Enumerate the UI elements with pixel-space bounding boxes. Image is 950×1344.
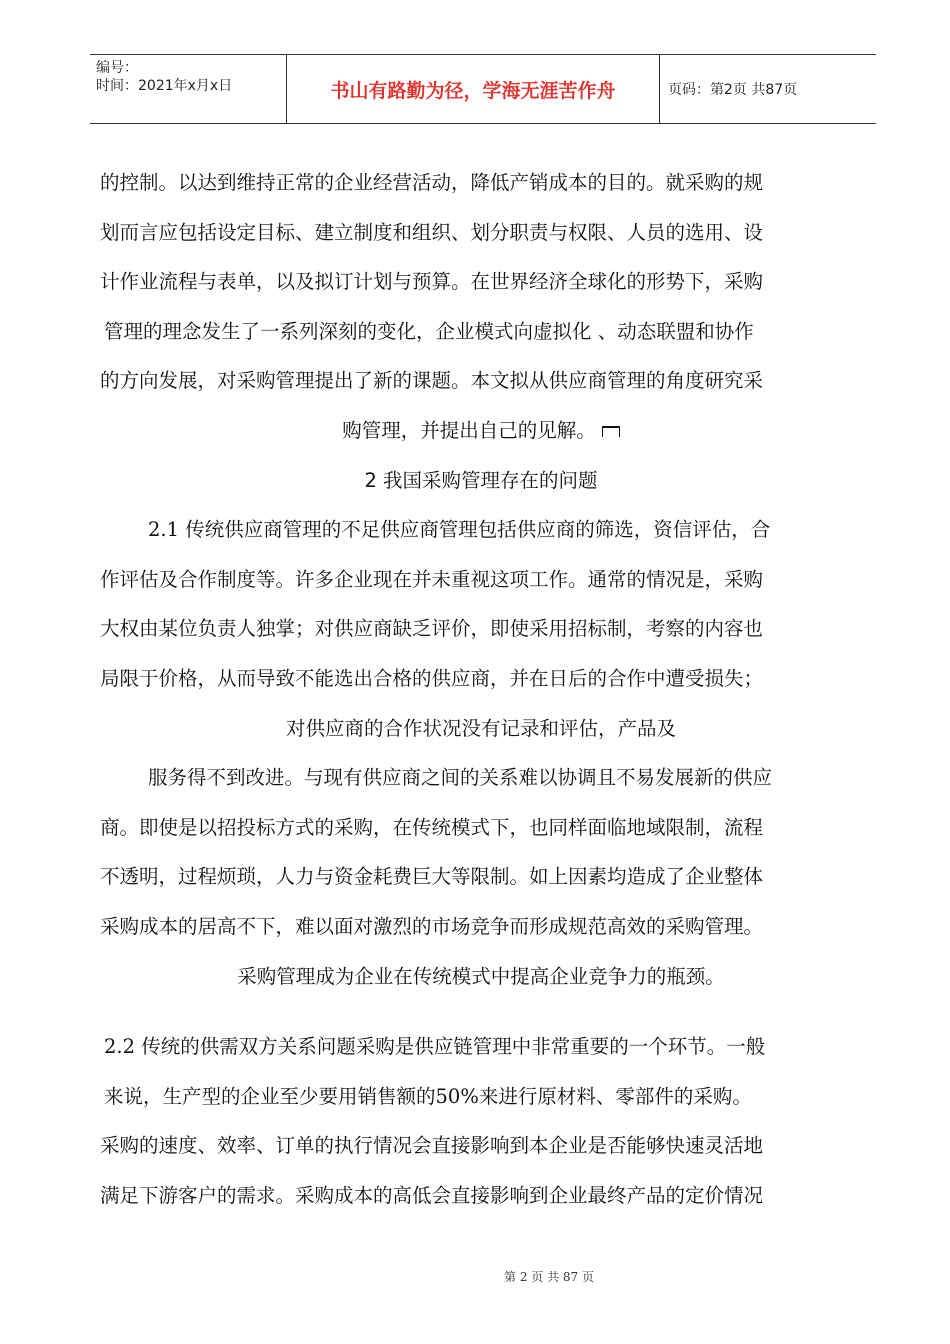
subsection-paragraph-start: 2.1 传统供应商管理的不足供应商管理包括供应商的筛选，资信评估，合	[148, 518, 771, 542]
time-label: 时间：2021年x月x日	[96, 78, 233, 94]
header-meta	[90, 55, 286, 123]
body-line: 服务得不到改进。与现有供应商之间的关系难以协调且不易发展新的供应	[148, 766, 773, 790]
edit-mark-icon	[602, 426, 620, 437]
document-body	[100, 158, 862, 1220]
body-line: 局限于价格，从而导致不能选出合格的供应商，并在日后的合作中遭受损失；	[100, 666, 764, 690]
body-line: 的控制。以达到维持正常的企业经营活动，降低产销成本的目的。就采购的规	[100, 171, 764, 194]
header-page-info: 页码：第2页 共87页	[668, 82, 798, 98]
header-motto: 书山有路勤为径，学海无涯苦作舟	[286, 55, 660, 123]
body-line: 采购管理成为企业在传统模式中提高企业竞争力的瓶颈。	[237, 964, 725, 988]
page-header	[90, 54, 876, 124]
body-line: 大权由某位负责人独掌；对供应商缺乏评价，即使采用招标制，考察的内容也	[100, 617, 764, 641]
paragraph-gap	[100, 1001, 862, 1022]
body-line: 购管理，并提出自己的见解。	[342, 418, 596, 442]
body-line: 的方向发展，对采购管理提出了新的课题。本文拟从供应商管理的角度研究采	[100, 369, 764, 393]
body-line: 商。即使是以招投标方式的采购，在传统模式下，也同样面临地域限制，流程	[100, 815, 764, 839]
body-line: 对供应商的合作状况没有记录和评估，产品及	[285, 716, 676, 740]
section-heading: 2 我国采购管理存在的问题	[364, 468, 598, 492]
body-line: 来说，生产型的企业至少要用销售额的50%来进行原材料、零部件的采购。	[104, 1084, 752, 1108]
body-line: 满足下游客户的需求。采购成本的高低会直接影响到企业最终产品的定价情况	[100, 1183, 764, 1207]
number-label: 编号：	[96, 60, 138, 76]
body-line: 划而言应包括设定目标、建立制度和组织、划分职责与权限、人员的选用、设	[100, 220, 764, 244]
body-line: 采购的速度、效率、订单的执行情况会直接影响到本企业是否能够快速灵活地	[100, 1134, 764, 1158]
body-line: 不透明，过程烦琐，人力与资金耗费巨大等限制。如上因素均造成了企业整体	[100, 865, 764, 889]
body-line: 计作业流程与表单，以及拟订计划与预算。在世界经济全球化的形势下，采购	[100, 270, 764, 294]
body-line: 管理的理念发生了一系列深刻的变化，企业模式向虚拟化 、动态联盟和协作	[104, 319, 754, 343]
body-line-wrapper	[100, 406, 862, 456]
body-line: 作评估及合作制度等。许多企业现在并未重视这项工作。通常的情况是，采购	[100, 567, 764, 591]
subsection-paragraph-start: 2.2 传统的供需双方关系问题采购是供应链管理中非常重要的一个环节。一般	[104, 1035, 766, 1059]
page-footer: 第 2 页 共 87 页	[504, 1270, 594, 1284]
body-line: 采购成本的居高不下，难以面对激烈的市场竞争而形成规范高效的采购管理。	[100, 914, 764, 938]
